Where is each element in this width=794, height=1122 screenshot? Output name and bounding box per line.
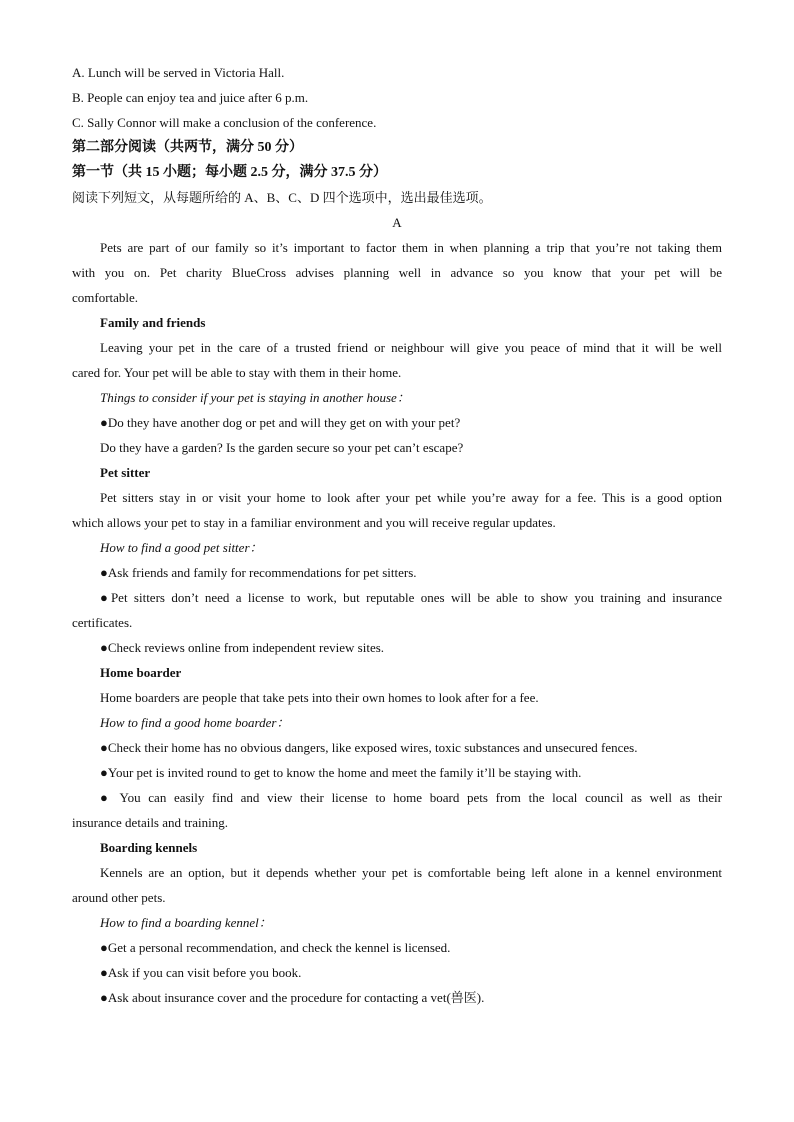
bullet-icon: ● [100,965,108,980]
subsection-heading: 第一节（共 15 小题；每小题 2.5 分，满分 37.5 分） [72,165,387,180]
bullet-icon: ● [100,990,108,1005]
kennels-tips-heading: How to find a boarding kennel： [100,915,272,930]
bullet-icon: ● [100,590,111,605]
sitter-line-1: Pet sitters stay in or visit your home to look after your pet while you’re away for a fee. This is a good option [100,490,722,505]
sitter-tips-heading: How to find a good pet sitter： [100,540,263,555]
boarder-bullet-3 [72,785,722,810]
boarder-line-1: Home boarders are people that take pets into their own homes to look after for a fee. [100,690,539,705]
intro-line-3: comfortable. [72,290,139,305]
sitter-bullet-2-cont: certificates. [72,615,133,630]
intro-line-2: with you on. Pet charity BlueCross advises planning well in advance so you know that your pet will be [72,265,722,280]
bullet-icon: ● [100,415,108,430]
intro-line-1: Pets are part of our family so it’s important to factor them in when planning a trip that you’re not taking them [100,240,722,255]
bullet-icon: ● [100,640,108,655]
bullet-text: Your pet is invited round to get to know the home and meet the family it’ll be staying with. [107,765,582,780]
family-bullet-1 [72,410,722,435]
kennels-line-2: around other pets. [72,890,166,905]
kennels-bullet-2 [72,960,722,985]
sitter-heading: Pet sitter [100,465,151,480]
document-page [72,60,722,1010]
boarder-bullet-3-cont: insurance details and training. [72,815,228,830]
bullet-icon: ● [100,790,113,805]
bullet-icon: ● [100,765,108,780]
bullet-icon: ● [100,565,108,580]
kennels-heading: Boarding kennels [100,840,198,855]
boarder-bullet-1 [72,735,722,760]
sitter-bullet-3 [72,635,722,660]
family-line-1: Leaving your pet in the care of a trusted friend or neighbour will give you peace of mind that it will be well [100,340,722,355]
boarder-bullet-2 [72,760,722,785]
family-heading: Family and friends [100,315,206,330]
family-tips-heading: Things to consider if your pet is staying in another house： [100,390,410,405]
bullet-text: Check their home has no obvious dangers, like exposed wires, toxic substances and unsecured fences. [107,740,638,755]
bullet-text: Get a personal recommendation, and check the kennel is licensed. [107,940,451,955]
option-a: A. Lunch will be served in Victoria Hall. [72,65,285,80]
boarder-tips-heading: How to find a good home boarder： [100,715,290,730]
section-heading: 第二部分阅读（共两节，满分 50 分） [72,140,303,155]
bullet-text: Pet sitters don’t need a license to work, but reputable ones will be able to show you training and insurance [110,590,722,605]
boarder-heading: Home boarder [100,665,182,680]
bullet-text: Ask about insurance cover and the procedure for contacting a vet(兽医). [107,990,485,1005]
kennels-line-1: Kennels are an option, but it depends whether your pet is comfortable being left alone in a kennel environment [100,865,722,880]
bullet-text: Check reviews online from independent review sites. [107,640,385,655]
bullet-icon: ● [100,740,108,755]
bullet-text: You can easily find and view their license to home board pets from the local council as well as their [112,790,722,805]
bullet-text: Ask if you can visit before you book. [107,965,302,980]
option-c: C. Sally Connor will make a conclusion of the conference. [72,115,377,130]
family-garden-line: Do they have a garden? Is the garden secure so your pet can’t escape? [100,440,464,455]
sitter-bullet-2 [72,585,722,610]
bullet-text: Ask friends and family for recommendations for pet sitters. [107,565,417,580]
kennels-bullet-3 [72,985,722,1010]
sitter-line-2: which allows your pet to stay in a familiar environment and you will receive regular updates. [72,515,556,530]
kennels-bullet-1 [72,935,722,960]
bullet-icon: ● [100,940,108,955]
instructions: 阅读下列短文，从每题所给的 A、B、C、D 四个选项中，选出最佳选项。 [72,190,492,205]
bullet-text: Do they have another dog or pet and will they get on with your pet? [107,415,461,430]
sitter-bullet-1 [72,560,722,585]
passage-label: A [392,215,402,230]
family-line-2: cared for. Your pet will be able to stay with them in their home. [72,365,402,380]
option-b: B. People can enjoy tea and juice after 6 p.m. [72,90,309,105]
